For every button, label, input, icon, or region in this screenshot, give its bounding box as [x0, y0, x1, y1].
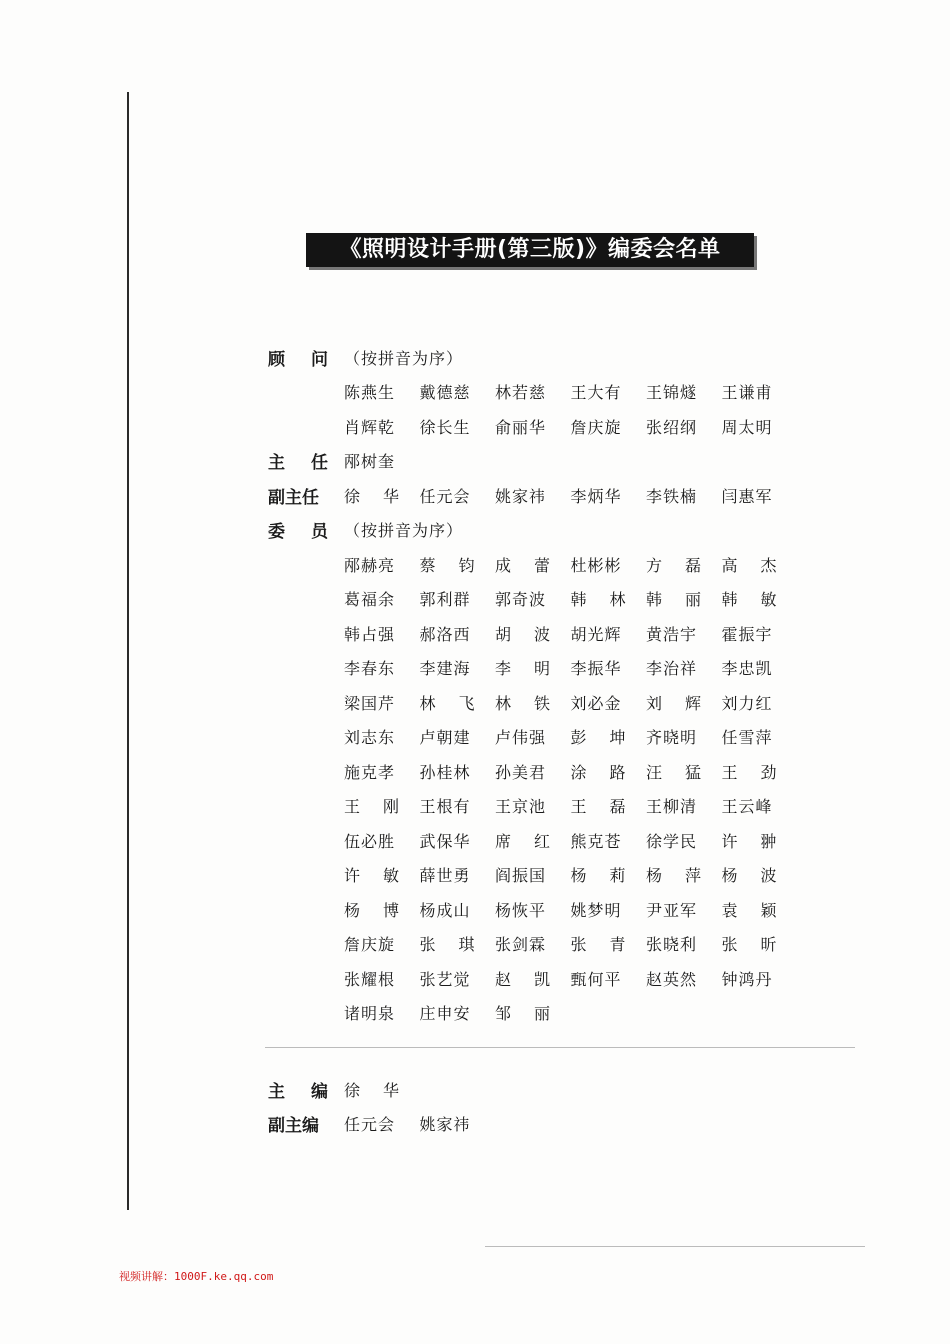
- member-name: 李炳华: [570, 486, 622, 506]
- role-label: 副主编: [268, 1116, 319, 1137]
- member-name: 张晓利: [646, 935, 698, 955]
- member-name: 刘力红: [721, 693, 773, 713]
- names-list: [344, 967, 828, 990]
- roster-row: [268, 513, 828, 548]
- member-name: 尹亚军: [646, 900, 698, 920]
- names-list: [344, 656, 828, 679]
- member-name: 杨 萍: [646, 866, 701, 886]
- names-list: [344, 1078, 828, 1101]
- member-name: 许 翀: [721, 831, 777, 851]
- roster-row: [268, 858, 828, 893]
- names-list: [344, 587, 828, 610]
- roster-row: [268, 444, 828, 479]
- member-name: 张 昕: [721, 935, 777, 955]
- names-list: [344, 484, 828, 507]
- role-label: 副主任: [268, 487, 319, 508]
- names-list: [344, 1112, 828, 1135]
- member-name: 李治祥: [646, 659, 698, 679]
- names-list: [344, 794, 828, 817]
- roster-row: [268, 754, 828, 789]
- page-title: 《照明设计手册(第三版)》编委会名单: [306, 233, 754, 267]
- member-name: 林 飞: [419, 693, 475, 713]
- member-name: 邴树奎: [344, 452, 396, 472]
- member-name: 薛世勇: [419, 866, 471, 886]
- member-name: 陈燕生: [344, 383, 396, 403]
- member-name: 王云峰: [721, 797, 773, 817]
- member-name: 诸明泉: [344, 1004, 396, 1024]
- roster-row: [268, 892, 828, 927]
- member-name: 成 蕾: [495, 555, 550, 575]
- member-name: 刘志东: [344, 728, 396, 748]
- roster-row: [268, 1072, 828, 1107]
- member-name: 梁国芹: [344, 693, 396, 713]
- roster-row: [268, 720, 828, 755]
- names-list: [344, 380, 828, 403]
- member-name: 王柳清: [646, 797, 698, 817]
- member-name: 黄浩宇: [646, 624, 698, 644]
- member-name: 任元会: [344, 1115, 396, 1135]
- member-name: 张 青: [570, 935, 626, 955]
- footer-link[interactable]: 视频讲解：1000F.ke.qq.com: [119, 1270, 274, 1283]
- member-name: 李建海: [419, 659, 471, 679]
- committee-roster: [268, 340, 828, 1141]
- member-name: 李铁楠: [646, 486, 698, 506]
- roster-row: [268, 685, 828, 720]
- member-name: 徐长生: [419, 417, 471, 437]
- member-name: 王 刚: [344, 797, 399, 817]
- member-name: 伍必胜: [344, 831, 396, 851]
- member-name: 郭奇波: [495, 590, 547, 610]
- roster-row: [268, 996, 828, 1031]
- roster-row: [268, 340, 828, 375]
- member-name: 王谦甫: [721, 383, 773, 403]
- member-name: 刘 辉: [646, 693, 701, 713]
- member-name: 王根有: [419, 797, 471, 817]
- member-name: 霍振宇: [721, 624, 773, 644]
- member-name: 杨恢平: [495, 900, 547, 920]
- member-name: 孙桂林: [419, 762, 471, 782]
- member-name: 李忠凯: [721, 659, 773, 679]
- names-list: [344, 415, 828, 438]
- member-name: 蔡 钧: [419, 555, 475, 575]
- member-name: 张 琪: [419, 935, 475, 955]
- names-list: [344, 760, 828, 783]
- member-name: 齐晓明: [646, 728, 698, 748]
- member-name: 袁 颖: [721, 900, 777, 920]
- member-name: 张耀根: [344, 969, 396, 989]
- binding-line: [127, 92, 129, 1210]
- member-name: 钟鸿丹: [721, 969, 773, 989]
- section-gap: [268, 1030, 828, 1072]
- roster-row: [268, 651, 828, 686]
- member-name: 王锦燧: [646, 383, 698, 403]
- member-name: 韩 敏: [721, 590, 777, 610]
- member-name: 郝洛西: [419, 624, 471, 644]
- role-label: 委 员: [268, 522, 328, 543]
- member-name: 卢伟强: [495, 728, 547, 748]
- member-name: 周太明: [721, 417, 773, 437]
- member-name: 戴德慈: [419, 383, 471, 403]
- member-name: 徐 华: [344, 1080, 399, 1100]
- ordering-note: （按拼音为序）: [344, 521, 464, 541]
- roster-row: [268, 582, 828, 617]
- member-name: 韩占强: [344, 624, 396, 644]
- member-name: 王京池: [495, 797, 547, 817]
- roster-row: [268, 927, 828, 962]
- member-name: 林若慈: [495, 383, 547, 403]
- member-name: 胡光辉: [570, 624, 622, 644]
- member-name: 闫惠军: [721, 486, 773, 506]
- member-name: 汪 猛: [646, 762, 701, 782]
- member-name: 林 铁: [495, 693, 550, 713]
- member-name: 任元会: [419, 486, 471, 506]
- member-name: 韩 丽: [646, 590, 701, 610]
- member-name: 邴赫亮: [344, 555, 396, 575]
- member-name: 胡 波: [495, 624, 550, 644]
- member-name: 杨 博: [344, 900, 399, 920]
- member-name: 席 红: [495, 831, 550, 851]
- roster-row: [268, 823, 828, 858]
- member-name: 葛福余: [344, 590, 396, 610]
- names-list: [344, 898, 828, 921]
- names-list: [344, 932, 828, 955]
- names-list: [344, 691, 828, 714]
- member-name: 徐学民: [646, 831, 698, 851]
- member-name: 方 磊: [646, 555, 701, 575]
- member-name: 郭利群: [419, 590, 471, 610]
- member-name: 彭 坤: [570, 728, 626, 748]
- names-list: [344, 449, 828, 472]
- divider-line: [485, 1246, 865, 1247]
- roster-row: [268, 961, 828, 996]
- roster-row: [268, 789, 828, 824]
- member-name: 詹庆旋: [570, 417, 622, 437]
- member-name: 阎振国: [495, 866, 547, 886]
- roster-row: [268, 1107, 828, 1142]
- names-list: [344, 725, 828, 748]
- member-name: 熊克苍: [570, 831, 622, 851]
- member-name: 张艺觉: [419, 969, 471, 989]
- member-name: 王大有: [570, 383, 622, 403]
- member-name: 徐 华: [344, 486, 399, 506]
- member-name: 肖辉乾: [344, 417, 396, 437]
- role-label: 主 编: [268, 1081, 328, 1102]
- ordering-note: （按拼音为序）: [344, 348, 464, 368]
- member-name: 邹 丽: [495, 1004, 550, 1024]
- member-name: 杨 波: [721, 866, 777, 886]
- member-name: 任雪萍: [721, 728, 773, 748]
- member-name: 高 杰: [721, 555, 777, 575]
- member-name: 姚家祎: [419, 1115, 471, 1135]
- member-name: 詹庆旋: [344, 935, 396, 955]
- member-name: 张绍纲: [646, 417, 698, 437]
- roster-row: [268, 547, 828, 582]
- roster-row: [268, 375, 828, 410]
- member-name: 李春东: [344, 659, 396, 679]
- role-label: 顾 问: [268, 349, 328, 370]
- member-name: 姚梦明: [570, 900, 622, 920]
- names-list: [344, 1001, 828, 1024]
- roster-row: [268, 478, 828, 513]
- names-list: [344, 863, 828, 886]
- member-name: 武保华: [419, 831, 471, 851]
- member-name: 杨 莉: [570, 866, 626, 886]
- member-name: 俞丽华: [495, 417, 547, 437]
- names-list: [344, 829, 828, 852]
- roster-row: [268, 616, 828, 651]
- member-name: 赵英然: [646, 969, 698, 989]
- member-name: 李振华: [570, 659, 622, 679]
- member-name: 许 敏: [344, 866, 399, 886]
- member-name: 杨成山: [419, 900, 471, 920]
- member-name: 孙美君: [495, 762, 547, 782]
- names-list: [344, 553, 828, 576]
- member-name: 张剑霖: [495, 935, 547, 955]
- member-name: 王 劲: [721, 762, 777, 782]
- member-name: 李 明: [495, 659, 550, 679]
- member-name: 甄何平: [570, 969, 622, 989]
- member-name: 卢朝建: [419, 728, 471, 748]
- member-name: 施克孝: [344, 762, 396, 782]
- member-name: 杜彬彬: [570, 555, 622, 575]
- member-name: 赵 凯: [495, 969, 550, 989]
- member-name: 刘必金: [570, 693, 622, 713]
- member-name: 韩 林: [570, 590, 626, 610]
- role-label: 主 任: [268, 453, 328, 474]
- roster-row: [268, 409, 828, 444]
- member-name: 庄申安: [419, 1004, 471, 1024]
- names-list: [344, 622, 828, 645]
- member-name: 涂 路: [570, 762, 626, 782]
- member-name: 姚家祎: [495, 486, 547, 506]
- member-name: 王 磊: [570, 797, 626, 817]
